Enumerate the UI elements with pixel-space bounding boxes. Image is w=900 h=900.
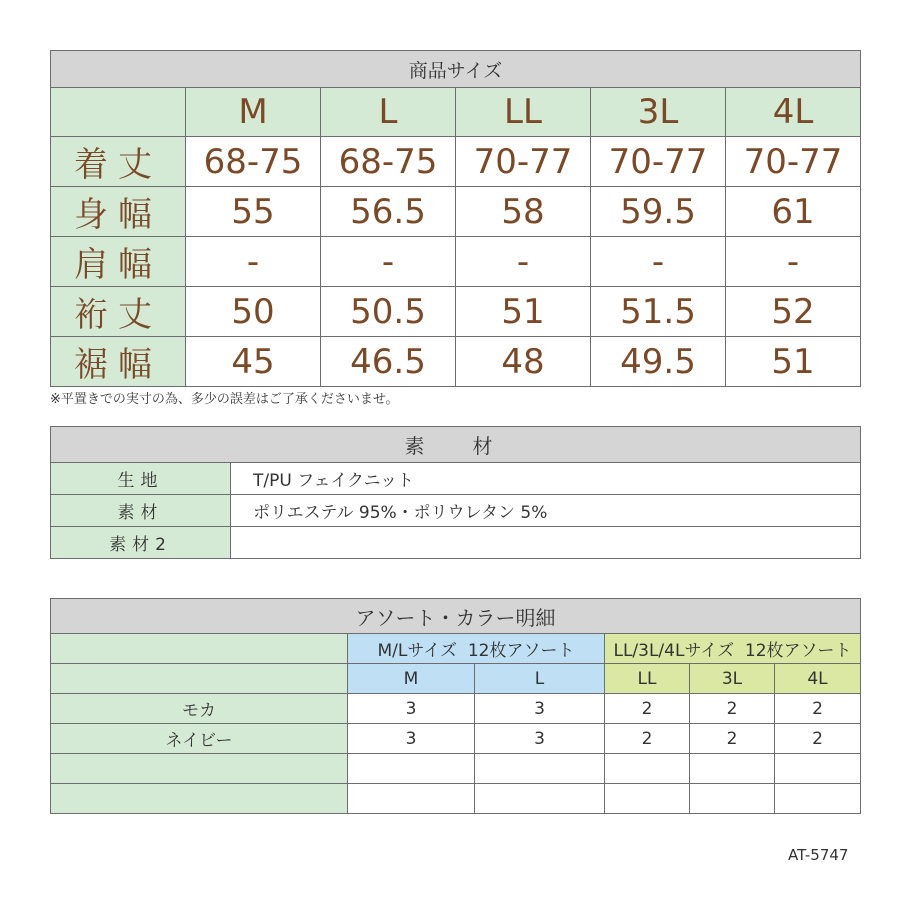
assort-size-ll: LL <box>605 664 690 694</box>
material-value: T/PU フェイクニット <box>231 463 861 495</box>
assort-group-ml: M/Lサイズ 12枚アソート <box>348 634 605 664</box>
assort-corner <box>51 634 348 664</box>
material-value <box>231 527 861 559</box>
assort-qty: 2 <box>605 724 690 754</box>
assort-table-title: アソート・カラー明細 <box>51 599 861 634</box>
assort-table <box>50 598 861 814</box>
size-table-title: 商品サイズ <box>51 51 861 88</box>
size-row-length <box>51 137 861 187</box>
size-cell: 51.5 <box>591 287 726 337</box>
size-cell: 48 <box>456 337 591 387</box>
assort-row <box>51 754 861 784</box>
assort-qty <box>775 754 861 784</box>
size-header-corner <box>51 88 186 137</box>
size-header-ll: LL <box>456 88 591 137</box>
assort-row <box>51 784 861 814</box>
assort-qty <box>690 754 775 784</box>
size-cell: 51 <box>726 337 861 387</box>
product-code: AT-5747 <box>788 846 849 864</box>
size-cell: 45 <box>186 337 321 387</box>
size-cell: - <box>321 237 456 287</box>
size-header-3l: 3L <box>591 88 726 137</box>
size-cell: 56.5 <box>321 187 456 237</box>
row-label: 身幅 <box>51 187 186 237</box>
size-cell: 51 <box>456 287 591 337</box>
assort-row <box>51 724 861 754</box>
material-value: ポリエステル 95%・ポリウレタン 5% <box>231 495 861 527</box>
assort-size-4l: 4L <box>775 664 861 694</box>
material-row <box>51 495 861 527</box>
size-cell: 58 <box>456 187 591 237</box>
size-row-chest <box>51 187 861 237</box>
assort-qty <box>690 784 775 814</box>
assort-qty <box>475 784 605 814</box>
size-cell: 46.5 <box>321 337 456 387</box>
assort-group-ll: LL/3L/4Lサイズ 12枚アソート <box>605 634 861 664</box>
row-label: 着丈 <box>51 137 186 187</box>
assort-qty: 2 <box>775 724 861 754</box>
assort-color-label: ネイビー <box>51 724 348 754</box>
size-row-sleeve <box>51 287 861 337</box>
size-cell: 70-77 <box>456 137 591 187</box>
assort-qty: 2 <box>690 694 775 724</box>
size-cell: - <box>186 237 321 287</box>
assort-qty <box>348 754 475 784</box>
size-cell: 68-75 <box>186 137 321 187</box>
size-table <box>50 50 861 387</box>
size-cell: 55 <box>186 187 321 237</box>
size-cell: 49.5 <box>591 337 726 387</box>
assort-qty: 2 <box>690 724 775 754</box>
row-label: 裄丈 <box>51 287 186 337</box>
size-header-4l: 4L <box>726 88 861 137</box>
material-label: 素材2 <box>51 527 231 559</box>
size-cell: 68-75 <box>321 137 456 187</box>
assort-qty: 3 <box>475 724 605 754</box>
size-cell: 70-77 <box>591 137 726 187</box>
size-cell: 61 <box>726 187 861 237</box>
assort-color-label <box>51 754 348 784</box>
size-header-l: L <box>321 88 456 137</box>
size-cell: - <box>456 237 591 287</box>
assort-color-label <box>51 784 348 814</box>
row-label: 裾幅 <box>51 337 186 387</box>
size-note: ※平置きでの実寸の為、多少の誤差はご了承くださいませ。 <box>50 392 399 407</box>
assort-qty <box>605 754 690 784</box>
assort-qty <box>475 754 605 784</box>
size-cell: - <box>726 237 861 287</box>
size-header-m: M <box>186 88 321 137</box>
assort-qty <box>605 784 690 814</box>
assort-corner <box>51 664 348 694</box>
assort-qty: 3 <box>475 694 605 724</box>
material-label: 生地 <box>51 463 231 495</box>
assort-qty: 3 <box>348 694 475 724</box>
assort-qty: 3 <box>348 724 475 754</box>
size-cell: 70-77 <box>726 137 861 187</box>
material-row <box>51 527 861 559</box>
size-cell: 59.5 <box>591 187 726 237</box>
material-table-title: 素 材 <box>51 427 861 463</box>
material-table <box>50 426 861 559</box>
size-cell: 52 <box>726 287 861 337</box>
size-row-hem <box>51 337 861 387</box>
assort-size-l: L <box>475 664 605 694</box>
size-cell: - <box>591 237 726 287</box>
material-label: 素材 <box>51 495 231 527</box>
material-row <box>51 463 861 495</box>
assort-qty: 2 <box>775 694 861 724</box>
assort-qty: 2 <box>605 694 690 724</box>
assort-qty <box>775 784 861 814</box>
size-cell: 50.5 <box>321 287 456 337</box>
assort-size-m: M <box>348 664 475 694</box>
row-label: 肩幅 <box>51 237 186 287</box>
size-row-shoulder <box>51 237 861 287</box>
assort-color-label: モカ <box>51 694 348 724</box>
assort-qty <box>348 784 475 814</box>
assort-row <box>51 694 861 724</box>
size-cell: 50 <box>186 287 321 337</box>
assort-size-3l: 3L <box>690 664 775 694</box>
